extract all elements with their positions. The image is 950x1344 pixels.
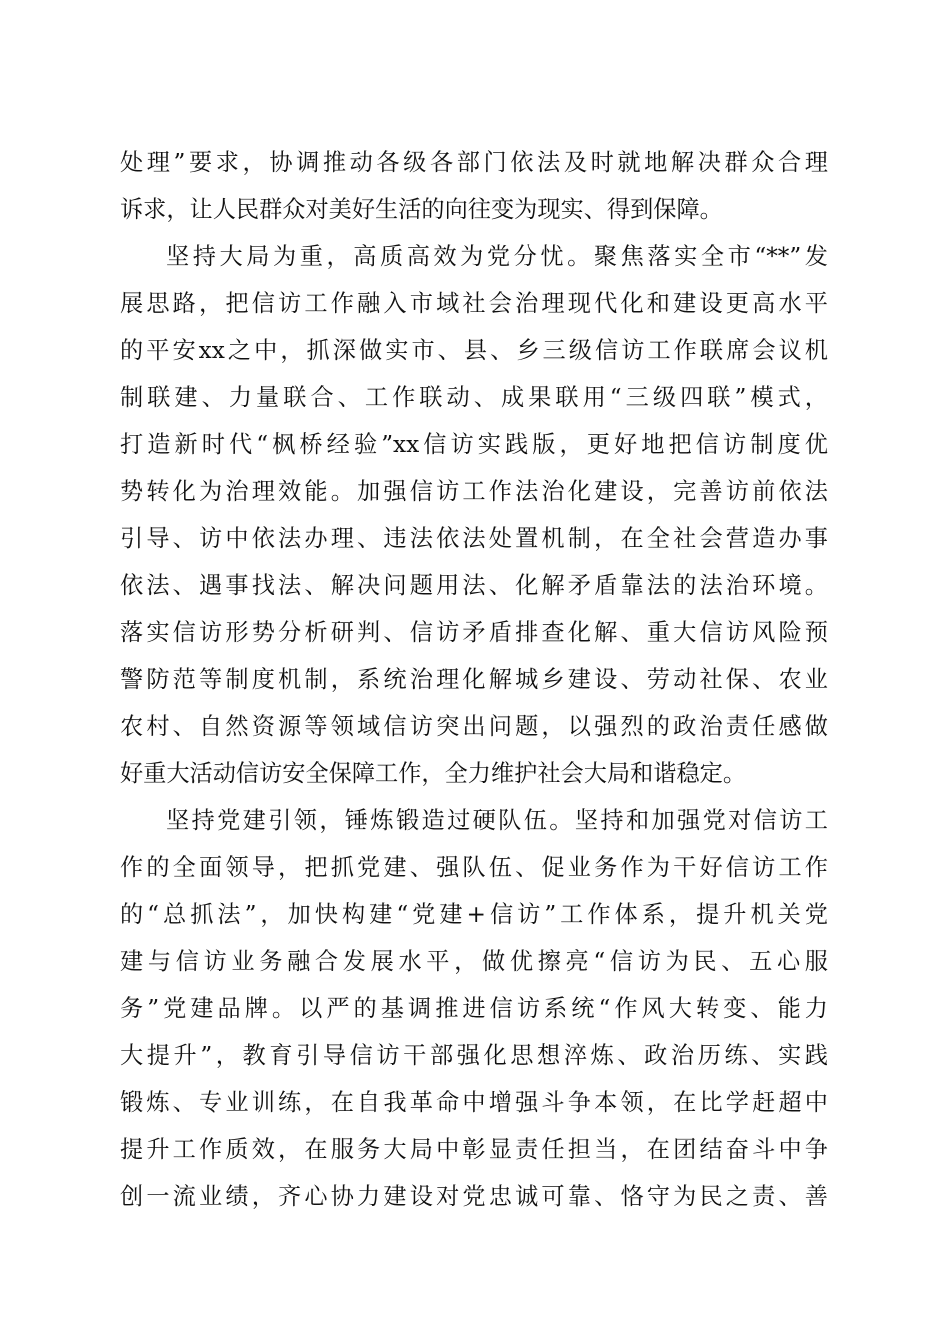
text-line: 建与信访业务融合发展水平，做优擦亮“信访为民、五心服: [120, 948, 828, 975]
text-line: 的“总抓法”，加快构建“党建+信访”工作体系，提升机关党: [120, 901, 828, 928]
text-line: 制联建、力量联合、工作联动、成果联用“三级四联”模式，: [120, 384, 828, 411]
text-line: 好重大活动信访安全保障工作，全力维护社会大局和谐稳定。: [120, 760, 747, 787]
text-line: 势转化为治理效能。加强信访工作法治化建设，完善访前依法: [120, 478, 828, 505]
text-line: 大提升”，教育引导信访干部强化思想淬炼、政治历练、实践: [120, 1042, 828, 1069]
paragraph-heading-line: 坚持党建引领，锤炼锻造过硬队伍。坚持和加强党对信访工: [166, 807, 828, 834]
text-line: 锻炼、专业训练，在自我革命中增强斗争本领，在比学赶超中: [120, 1089, 828, 1116]
paragraph-heading-line: 坚持大局为重，高质高效为党分忧。聚焦落实全市“**”发: [166, 243, 828, 270]
text-line: 展思路，把信访工作融入市域社会治理现代化和建设更高水平: [120, 290, 828, 317]
text-line: 提升工作质效，在服务大局中彰显责任担当，在团结奋斗中争: [120, 1136, 828, 1163]
text-line: 务”党建品牌。以严的基调推进信访系统“作风大转变、能力: [120, 995, 828, 1022]
text-line: 作的全面领导，把抓党建、强队伍、促业务作为干好信访工作: [120, 854, 828, 881]
text-line: 落实信访形势分析研判、信访矛盾排查化解、重大信访风险预: [120, 619, 828, 646]
text-line: 诉求，让人民群众对美好生活的向往变为现实、得到保障。: [120, 196, 723, 223]
text-line: 打造新时代“枫桥经验”xx信访实践版，更好地把信访制度优: [120, 431, 828, 458]
text-line: 创一流业绩，齐心协力建设对党忠诚可靠、恪守为民之责、善: [120, 1183, 828, 1210]
text-line: 的平安xx之中，抓深做实市、县、乡三级信访工作联席会议机: [120, 337, 828, 364]
text-line: 引导、访中依法办理、违法依法处置机制，在全社会营造办事: [120, 525, 828, 552]
text-line: 依法、遇事找法、解决问题用法、化解矛盾靠法的法治环境。: [120, 572, 828, 599]
text-line: 处理”要求，协调推动各级各部门依法及时就地解决群众合理: [120, 149, 828, 176]
text-line: 农村、自然资源等领域信访突出问题，以强烈的政治责任感做: [120, 713, 828, 740]
text-line: 警防范等制度机制，系统治理化解城乡建设、劳动社保、农业: [120, 666, 828, 693]
document-body: [120, 139, 828, 1220]
